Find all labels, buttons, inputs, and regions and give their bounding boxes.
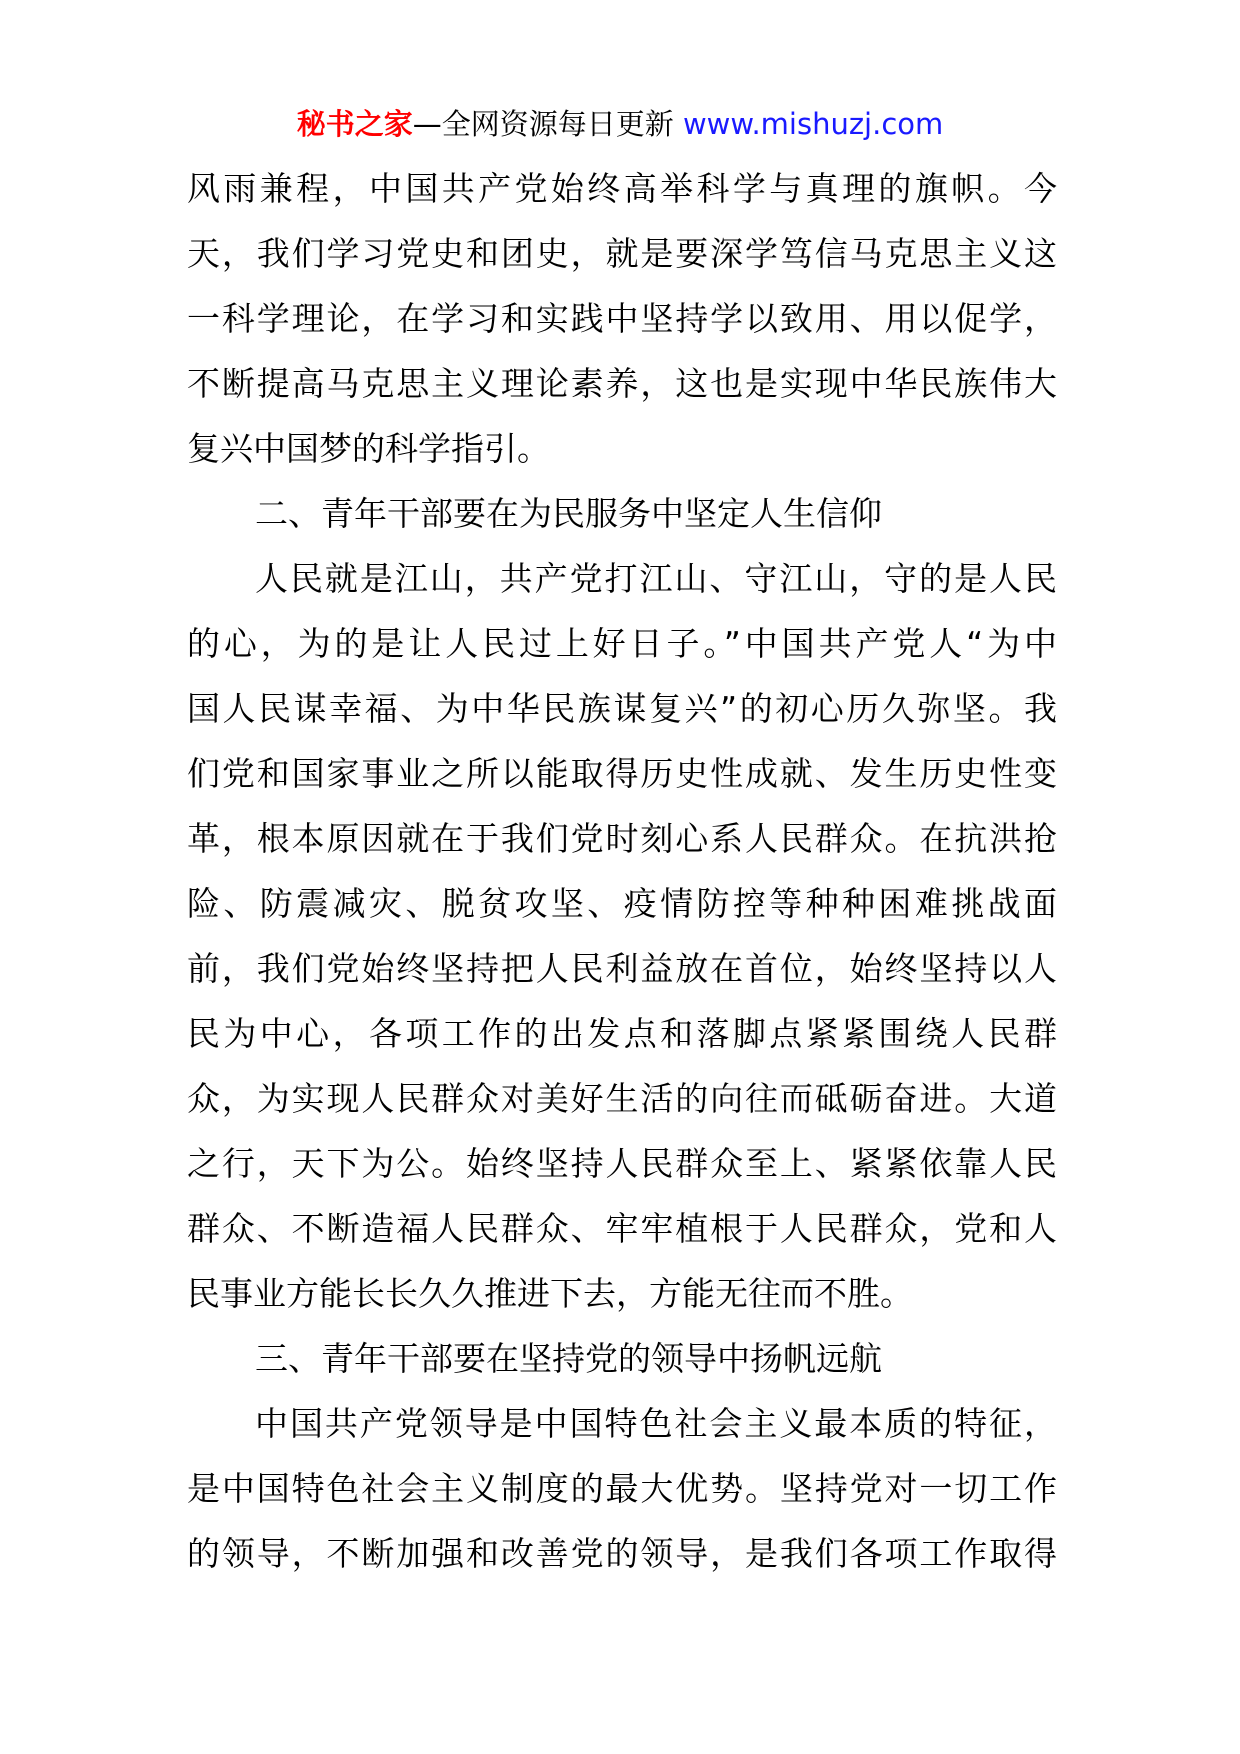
page-header — [0, 104, 1240, 144]
site-url-link[interactable]: www.mishuzj.com — [682, 107, 944, 141]
text-line: 复兴中国梦的科学指引。 — [187, 429, 550, 468]
text-line: 前，我们党始终坚持把人民利益放在首位，始终坚持以人 — [187, 949, 1057, 988]
text-line: 风雨兼程，中国共产党始终高举科学与真理的旗帜。今 — [187, 169, 1057, 208]
paragraph-section1-tail — [187, 156, 1057, 481]
paragraph-section2 — [187, 546, 1057, 1326]
paragraph-section3 — [187, 1391, 1057, 1586]
section-heading-2: 二、青年干部要在为民服务中坚定人生信仰 — [255, 494, 882, 533]
text-line: 之行，天下为公。始终坚持人民群众至上、紧紧依靠人民 — [187, 1144, 1057, 1183]
header-tagline: —全网资源每日更新 — [412, 107, 674, 141]
text-line: 一科学理论，在学习和实践中坚持学以致用、用以促学， — [187, 299, 1057, 338]
text-line: 众，为实现人民群众对美好生活的向往而砥砺奋进。大道 — [187, 1079, 1057, 1118]
section-heading-3: 三、青年干部要在坚持党的领导中扬帆远航 — [255, 1339, 882, 1378]
document-body — [187, 156, 1057, 1586]
text-line: 中国共产党领导是中国特色社会主义最本质的特征， — [255, 1404, 1057, 1443]
text-line: 是中国特色社会主义制度的最大优势。坚持党对一切工作 — [187, 1469, 1057, 1508]
text-line: 险、防震减灾、脱贫攻坚、疫情防控等种种困难挑战面 — [187, 884, 1057, 923]
text-line: 人民就是江山，共产党打江山、守江山，守的是人民 — [255, 559, 1057, 598]
text-line: 的领导，不断加强和改善党的领导，是我们各项工作取得 — [187, 1534, 1057, 1573]
text-line: 不断提高马克思主义理论素养，这也是实现中华民族伟大 — [187, 364, 1057, 403]
text-line: 的心，为的是让人民过上好日子。”中国共产党人“为中 — [187, 624, 1057, 663]
text-line: 们党和国家事业之所以能取得历史性成就、发生历史性变 — [187, 754, 1057, 793]
brand-name: 秘书之家 — [296, 107, 413, 141]
text-line: 民事业方能长长久久推进下去，方能无往而不胜。 — [187, 1274, 913, 1313]
text-line: 革，根本原因就在于我们党时刻心系人民群众。在抗洪抢 — [187, 819, 1057, 858]
text-line: 天，我们学习党史和团史，就是要深学笃信马克思主义这 — [187, 234, 1057, 273]
text-line: 国人民谋幸福、为中华民族谋复兴”的初心历久弥坚。我 — [187, 689, 1057, 728]
text-line: 民为中心，各项工作的出发点和落脚点紧紧围绕人民群 — [187, 1014, 1057, 1053]
text-line: 群众、不断造福人民群众、牢牢植根于人民群众，党和人 — [187, 1209, 1057, 1248]
